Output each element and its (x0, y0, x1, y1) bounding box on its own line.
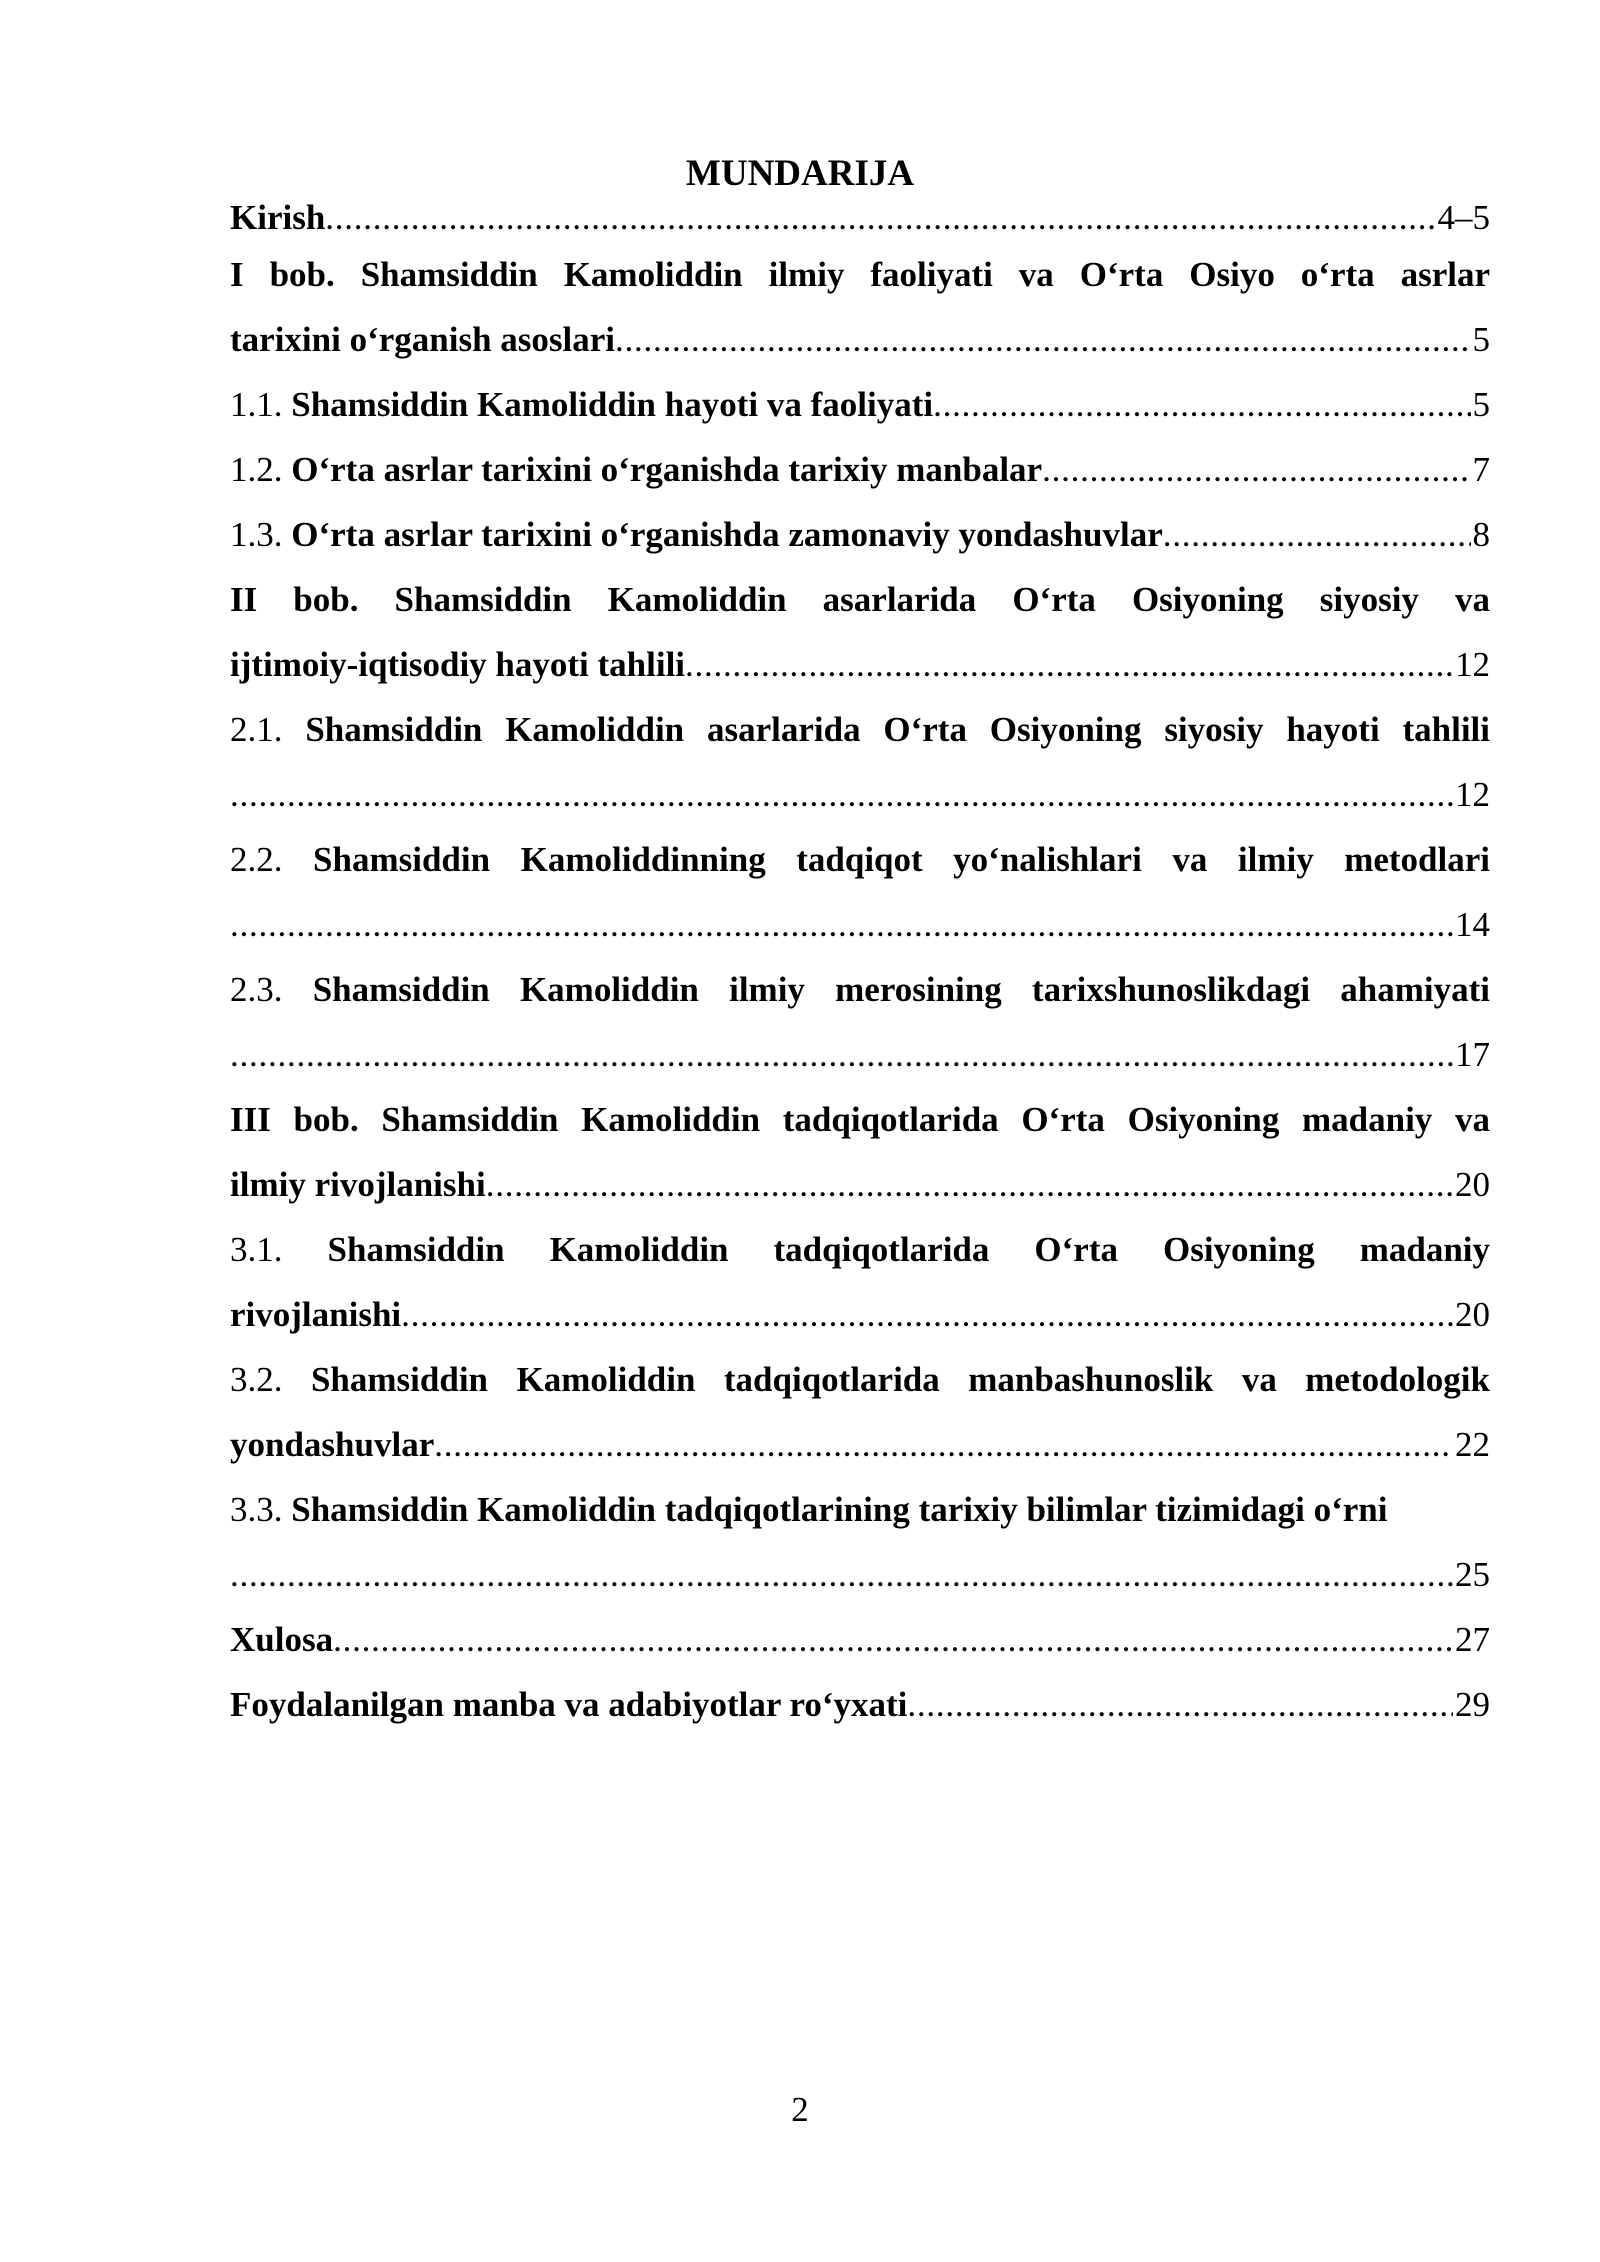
toc-section-2-1 (230, 697, 1490, 762)
toc-entry-label: Xulosa (230, 1620, 334, 1659)
toc-page-number: 27 (1455, 1620, 1490, 1659)
toc-section-label (230, 502, 1163, 567)
toc-section-1-2 (230, 437, 1490, 502)
section-number: 2.1. (230, 710, 283, 749)
toc-page-number: 20 (1455, 1295, 1490, 1334)
dot-leader (230, 1542, 1453, 1607)
dot-leader (230, 762, 1453, 827)
page-title: MUNDARIJA (685, 153, 915, 194)
toc-section-label (230, 372, 933, 437)
toc-section-2-2 (230, 827, 1490, 892)
toc-entry-label: ijtimoiy-iqtisodiy hayoti tahlili (230, 645, 686, 684)
toc-page-number: 20 (1455, 1165, 1490, 1204)
toc-page-number: 25 (1455, 1555, 1490, 1594)
toc-page-number: 17 (1455, 1035, 1490, 1074)
toc-entry-kirish (230, 194, 1490, 242)
section-number: 3.2. (230, 1360, 283, 1399)
section-title: Shamsiddin Kamoliddin hayoti va faoliyati (291, 385, 934, 424)
toc-page-number: 4–5 (1437, 198, 1490, 237)
toc-section-3-3-leader (230, 1542, 1490, 1607)
toc-chapter-1-line1: I bob. Shamsiddin Kamoliddin ilmiy faoliyati va O‘rta Osiyo o‘rta asrlar (230, 255, 1490, 294)
toc-section-2-3-leader (230, 1022, 1490, 1087)
dot-leader (615, 307, 1470, 372)
dot-leader (1042, 437, 1470, 502)
section-title: Shamsiddin Kamoliddinning tadqiqot yo‘nalishlari va ilmiy metodlari (313, 840, 1490, 879)
dot-leader (685, 632, 1453, 697)
toc-page-number: 7 (1472, 450, 1490, 489)
toc-page-number: 29 (1455, 1685, 1490, 1724)
toc-chapter-2-line1: II bob. Shamsiddin Kamoliddin asarlarida O‘rta Osiyoning siyosiy va (230, 580, 1490, 619)
section-title: Shamsiddin Kamoliddin tadqiqotlarida manbashunoslik va metodologik (310, 1360, 1490, 1399)
dot-leader (333, 1607, 1453, 1672)
section-title: O‘rta asrlar tarixini o‘rganishda zamonaviy yondashuvlar (291, 515, 1163, 554)
toc-section-3-2-line2 (230, 1412, 1490, 1477)
section-title: Shamsiddin Kamoliddin asarlarida O‘rta Osiyoning siyosiy hayoti tahlili (305, 710, 1490, 749)
toc-chapter-2-line2 (230, 632, 1490, 697)
toc-page-number: 22 (1455, 1425, 1490, 1464)
toc-page-number: 14 (1455, 905, 1490, 944)
toc-section-3-2 (230, 1347, 1490, 1412)
section-number: 1.1. (230, 385, 283, 424)
toc-section-3-1-line2 (230, 1282, 1490, 1347)
table-of-contents (230, 194, 1490, 1737)
toc-entry-xulosa (230, 1607, 1490, 1672)
toc-section-2-1-leader (230, 762, 1490, 827)
section-title-continued: rivojlanishi (230, 1295, 402, 1334)
section-number: 3.3. (230, 1490, 283, 1529)
toc-entry-label: ilmiy rivojlanishi (230, 1165, 486, 1204)
toc-page-number: 5 (1472, 320, 1490, 359)
section-number: 1.3. (230, 515, 283, 554)
section-title: Shamsiddin Kamoliddin tadqiqotlarida O‘rta Osiyoning madaniy (327, 1230, 1490, 1269)
toc-page-number: 12 (1455, 645, 1490, 684)
toc-page-number: 5 (1472, 385, 1490, 424)
toc-chapter-1-line2 (230, 307, 1490, 372)
toc-section-label (230, 437, 1042, 502)
dot-leader (325, 194, 1435, 242)
toc-entry-bibliography (230, 1672, 1490, 1737)
toc-page-number: 8 (1472, 515, 1490, 554)
toc-section-2-2-leader (230, 892, 1490, 957)
section-title: Shamsiddin Kamoliddin tadqiqotlarining tarixiy bilimlar tizimidagi o‘rni (291, 1490, 1388, 1529)
toc-entry-label: Foydalanilgan manba va adabiyotlar ro‘yxati (230, 1685, 908, 1724)
toc-page-number: 12 (1455, 775, 1490, 814)
dot-leader (907, 1672, 1453, 1737)
toc-chapter-3-line2 (230, 1152, 1490, 1217)
page-number: 2 (791, 2090, 809, 2129)
section-number: 1.2. (230, 450, 283, 489)
dot-leader (230, 1022, 1453, 1087)
dot-leader (486, 1152, 1453, 1217)
section-title-continued: yondashuvlar (230, 1425, 435, 1464)
toc-section-3-3 (230, 1477, 1490, 1542)
toc-section-2-3 (230, 957, 1490, 1022)
dot-leader (1163, 502, 1471, 567)
section-title: O‘rta asrlar tarixini o‘rganishda tarixiy manbalar (291, 450, 1043, 489)
toc-entry-label: Kirish (230, 198, 326, 237)
dot-leader (401, 1282, 1453, 1347)
toc-section-1-1 (230, 372, 1490, 437)
section-number: 2.2. (230, 840, 283, 879)
dot-leader (434, 1412, 1453, 1477)
dot-leader (933, 372, 1470, 437)
section-number: 3.1. (230, 1230, 283, 1269)
dot-leader (230, 892, 1453, 957)
toc-entry-label: tarixini o‘rganish asoslari (230, 320, 616, 359)
toc-chapter-3-line1: III bob. Shamsiddin Kamoliddin tadqiqotlarida O‘rta Osiyoning madaniy va (230, 1100, 1490, 1139)
toc-section-1-3 (230, 502, 1490, 567)
toc-section-3-1 (230, 1217, 1490, 1282)
section-number: 2.3. (230, 970, 283, 1009)
section-title: Shamsiddin Kamoliddin ilmiy merosining tarixshunoslikdagi ahamiyati (312, 970, 1490, 1009)
